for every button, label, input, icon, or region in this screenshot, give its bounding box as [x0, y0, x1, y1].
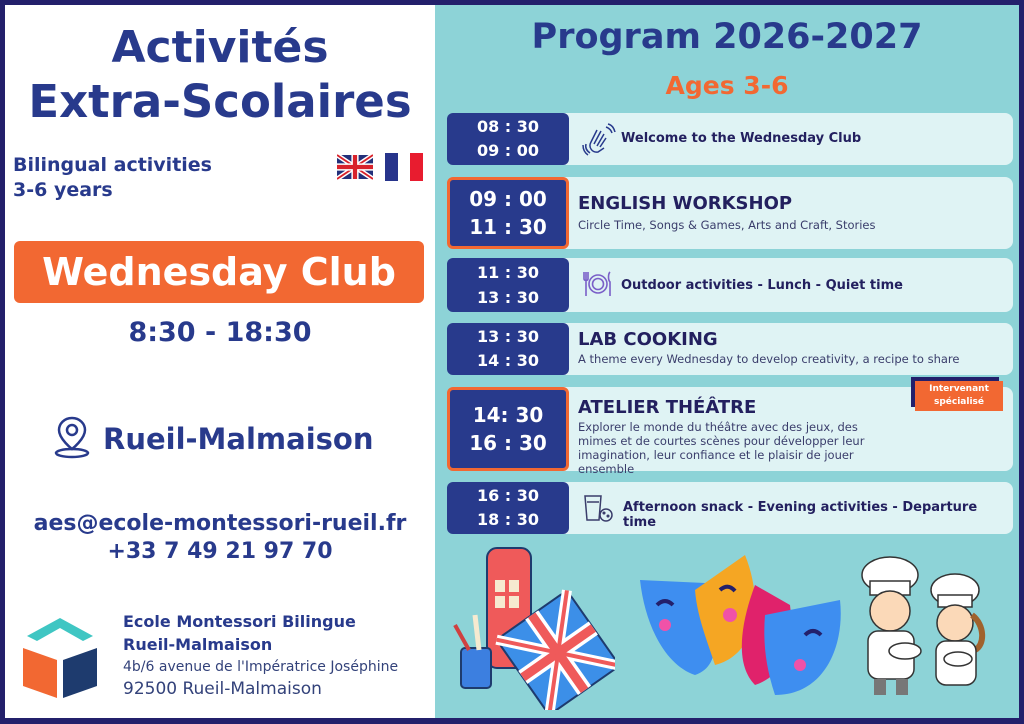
row-label: Outdoor activities - Lunch - Quiet time — [621, 278, 903, 293]
activity-heading: ENGLISH WORKSHOP — [578, 193, 793, 214]
end-time: 14 : 30 — [476, 351, 540, 370]
time-box — [447, 113, 569, 165]
school-name-2: Rueil-Malmaison — [123, 635, 273, 654]
ages-label: Ages 3-6 — [665, 71, 789, 100]
badge-line-1: Intervenant — [929, 384, 989, 394]
school-block — [19, 608, 398, 700]
contact-info — [5, 510, 435, 566]
flags — [337, 153, 423, 181]
program-title: Program 2026-2027 — [531, 17, 923, 57]
time-box — [447, 258, 569, 312]
end-time: 13 : 30 — [476, 288, 540, 307]
title-line-2: Extra-Scolaires — [28, 75, 412, 128]
activity-heading: LAB COOKING — [578, 329, 718, 350]
right-panel — [435, 5, 1019, 718]
london-phone-booth-book-icon — [445, 540, 615, 714]
school-city: 92500 Rueil-Malmaison — [123, 679, 322, 699]
waving-hand-icon — [582, 122, 616, 160]
schedule-row-welcome — [447, 113, 1013, 165]
subtitle-line-2: 3-6 years — [13, 179, 113, 201]
row-label: Afternoon snack - Evening activities - Departure time — [623, 500, 978, 530]
opening-hours: 8:30 - 18:30 — [128, 317, 312, 348]
email-link[interactable]: aes@ecole-montessori-rueil.fr — [33, 511, 407, 536]
title-line-1: Activités — [111, 22, 329, 73]
time-box — [447, 482, 569, 534]
row-label: Welcome to the Wednesday Club — [621, 131, 862, 146]
activity-description: A theme every Wednesday to develop creativity, a recipe to share — [578, 352, 960, 366]
france-flag-icon — [385, 153, 423, 181]
club-name-banner: Wednesday Club — [14, 241, 424, 303]
activity-description: Circle Time, Songs & Games, Arts and Craft, Stories — [578, 218, 876, 232]
start-time: 09 : 00 — [469, 187, 547, 211]
plate-cutlery-icon — [583, 270, 613, 302]
start-time: 08 : 30 — [476, 117, 540, 136]
schedule-row-lunch — [447, 258, 1013, 312]
map-pin-icon — [53, 415, 91, 463]
time-box — [447, 177, 569, 249]
activity-description: Explorer le monde du théâtre avec des jeux, des mimes et de courtes scènes pour développer leur imagination, leur confiance et le plaisir de jouer ensemble — [578, 420, 865, 476]
end-time: 18 : 30 — [476, 510, 540, 529]
subtitle — [13, 153, 212, 203]
school-info — [123, 608, 398, 700]
activity-heading: ATELIER THÉÂTRE — [578, 397, 757, 418]
phone-number[interactable]: +33 7 49 21 97 70 — [107, 539, 333, 564]
start-time: 14: 30 — [472, 403, 544, 427]
end-time: 09 : 00 — [476, 141, 540, 160]
kid-chefs-icon — [850, 555, 1010, 709]
end-time: 11 : 30 — [469, 215, 547, 239]
location — [53, 415, 374, 463]
badge-line-2: spécialisé — [933, 397, 985, 407]
specialist-badge — [915, 381, 1003, 411]
schedule-row-english-workshop — [447, 177, 1013, 249]
left-panel — [5, 5, 435, 718]
illustrations — [435, 535, 1019, 718]
glass-cookie-icon — [583, 494, 615, 526]
location-text: Rueil-Malmaison — [103, 422, 374, 456]
uk-flag-icon — [337, 153, 373, 181]
time-box — [447, 387, 569, 471]
schedule-row-lab-cooking — [447, 323, 1013, 375]
school-address: 4b/6 avenue de l'Impératrice Joséphine — [123, 659, 399, 675]
school-name-1: Ecole Montessori Bilingue — [123, 612, 356, 631]
theatre-masks-icon — [635, 545, 855, 709]
start-time: 11 : 30 — [476, 263, 540, 282]
start-time: 16 : 30 — [476, 486, 540, 505]
school-logo-icon — [19, 608, 101, 700]
start-time: 13 : 30 — [476, 327, 540, 346]
end-time: 16 : 30 — [469, 431, 547, 455]
schedule-row-theatre — [447, 384, 1013, 476]
schedule-row-snack — [447, 482, 1013, 534]
time-box — [447, 323, 569, 375]
badge-label — [915, 381, 1003, 411]
subtitle-line-1: Bilingual activities — [13, 154, 212, 176]
